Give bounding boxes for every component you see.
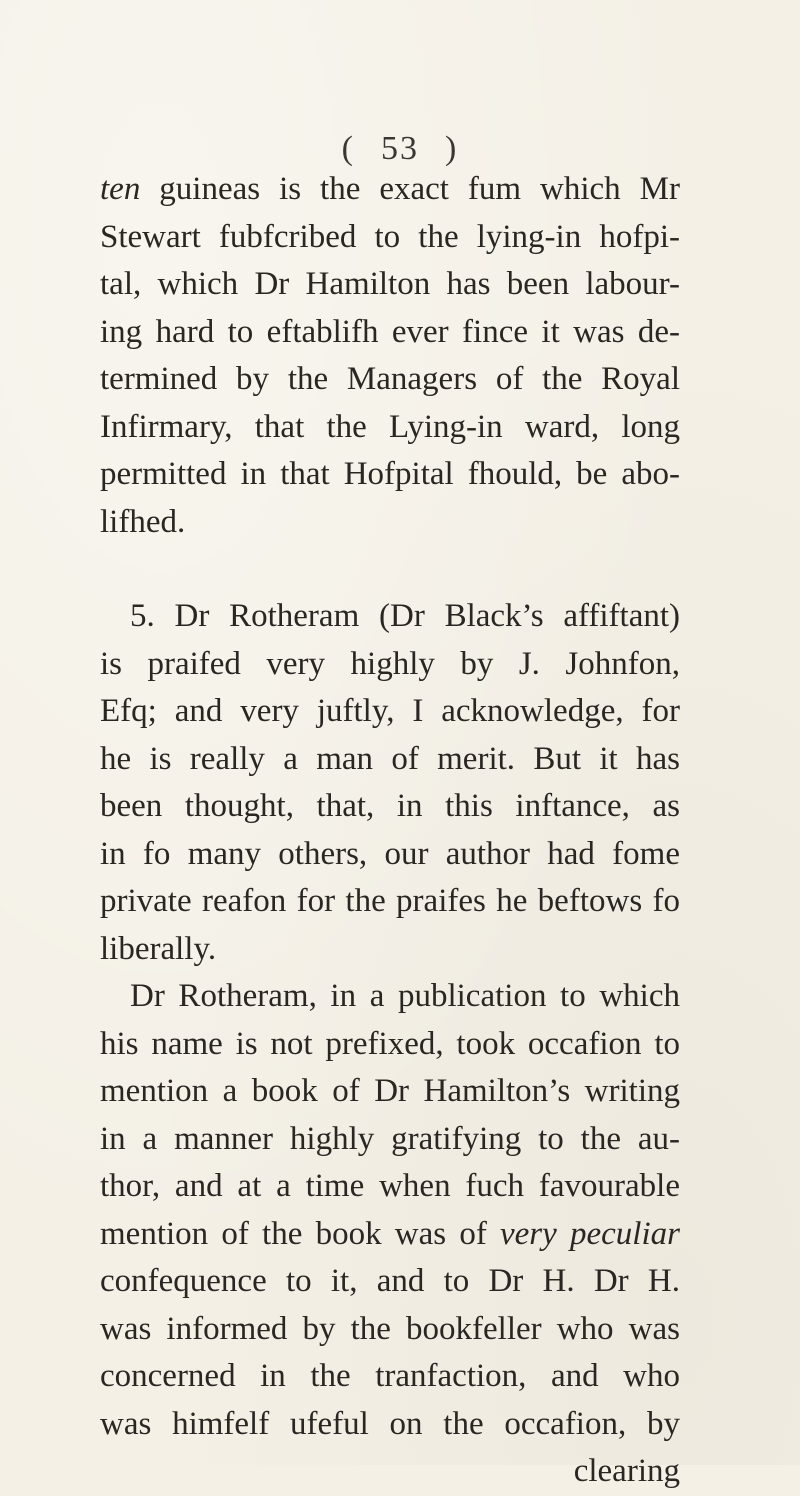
text-line: is praifed very highly by J. Johnfon,: [100, 645, 680, 682]
text-line: in a manner highly gratifying to the au-: [100, 1120, 680, 1157]
text-line: permitted in that Hofpital fhould, be abo-: [100, 456, 680, 492]
text-line: Infirmary, that the Lying-in ward, long: [100, 408, 680, 445]
text-line: termined by the Managers of the Royal: [100, 361, 680, 397]
text-line: lifhed.: [100, 503, 186, 540]
text-line: Stewart fubfcribed to the lying-in hofpi-: [100, 218, 680, 255]
catchword: clearing: [573, 1453, 680, 1489]
text-line: private reafon for the praifes he beftows fo: [100, 883, 680, 919]
paragraph-3: [100, 973, 680, 1448]
italic-word: ten: [100, 171, 141, 207]
italic-phrase: very peculiar: [500, 1215, 680, 1252]
text-line: his name is not prefixed, took occafion to: [100, 1025, 680, 1062]
text-line: mention a book of Dr Hamilton’s writing: [100, 1073, 680, 1109]
text-line: ing hard to eftablifh ever fince it was de-: [100, 313, 680, 350]
paragraph-gap: [100, 546, 680, 593]
text-line: mention of the book was of very peculiar: [100, 1215, 680, 1252]
page-number-header: [0, 130, 800, 168]
text-line: Dr Rotheram, in a publication to which: [130, 978, 680, 1014]
paragraph-1: [100, 166, 680, 546]
paragraph-2: [100, 593, 680, 973]
text-line: thor, and at a time when fuch favourable: [100, 1168, 680, 1204]
text-line: been thought, that, in this inftance, as: [100, 788, 680, 824]
body-text: [100, 166, 680, 1496]
page-number: 53: [381, 130, 419, 167]
open-paren: (: [341, 130, 355, 167]
text-line: Efq; and very juftly, I acknowledge, for: [100, 693, 680, 729]
text-line: in fo many others, our author had fome: [100, 835, 680, 872]
text-line: confequence to it, and to Dr H. Dr H.: [100, 1263, 680, 1299]
text-line: tal, which Dr Hamilton has been labour-: [100, 266, 680, 302]
text-line: concerned in the tranfaction, and who: [100, 1358, 680, 1394]
text-line: ten guineas is the exact fum which Mr: [100, 171, 680, 207]
text-line: 5. Dr Rotheram (Dr Black’s affiftant): [130, 598, 680, 634]
text-line: liberally.: [100, 930, 217, 967]
text-line: he is really a man of merit. But it has: [100, 740, 680, 777]
text-line: was himfelf ufeful on the occafion, by: [100, 1405, 680, 1442]
close-paren: ): [445, 130, 459, 167]
text-line: was informed by the bookfeller who was: [100, 1310, 680, 1347]
